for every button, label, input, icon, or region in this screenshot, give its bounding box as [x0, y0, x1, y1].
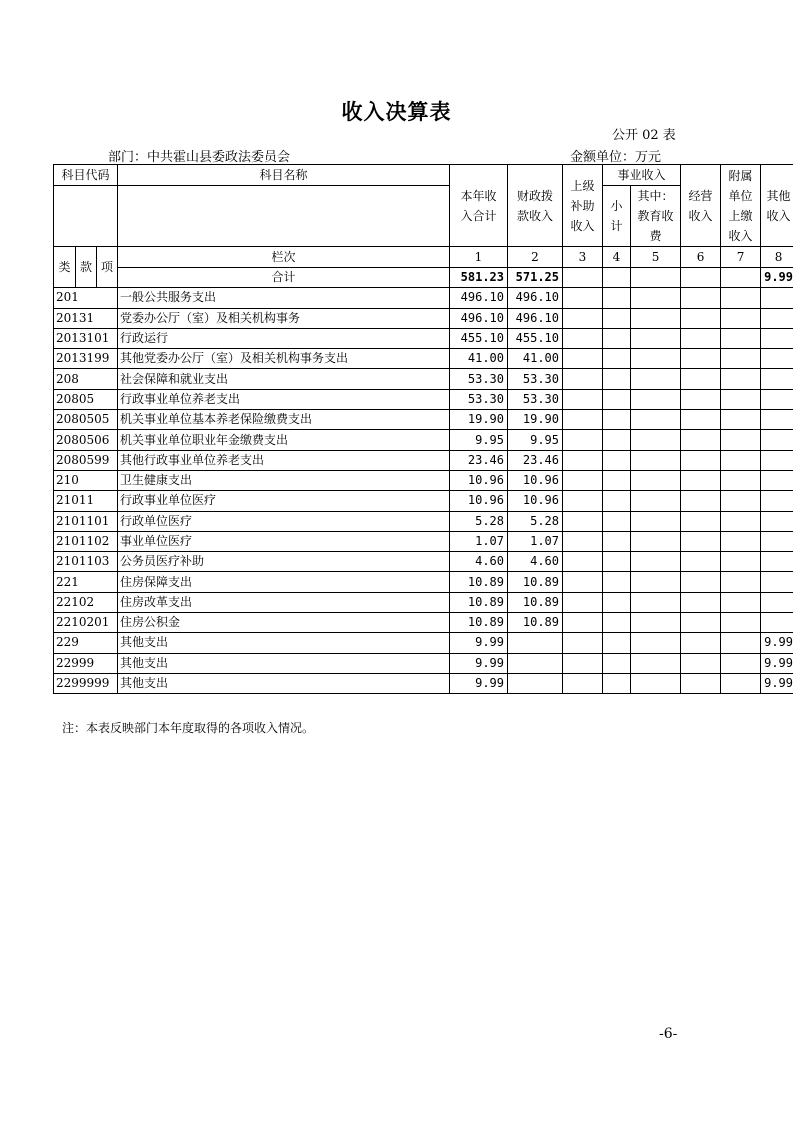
row-fiscal: 53.30 — [508, 369, 563, 389]
row-superior — [563, 430, 603, 450]
row-operating — [681, 653, 721, 673]
row-superior — [563, 328, 603, 348]
row-other — [761, 308, 793, 328]
row-fiscal: 496.10 — [508, 288, 563, 308]
table-row — [54, 470, 793, 490]
row-subtotal — [603, 288, 631, 308]
row-total: 4.60 — [450, 552, 508, 572]
row-name: 行政事业单位养老支出 — [118, 389, 450, 409]
col-num: 6 — [681, 247, 721, 268]
header-code: 科目代码 — [54, 165, 118, 186]
row-total: 9.99 — [450, 633, 508, 653]
row-name: 住房改革支出 — [118, 592, 450, 612]
department-label: 部门：中共霍山县委政法委员会 — [108, 150, 291, 165]
row-edu — [631, 531, 681, 551]
row-affiliated — [721, 328, 761, 348]
row-fiscal — [508, 673, 563, 693]
row-affiliated — [721, 511, 761, 531]
row-other — [761, 531, 793, 551]
header-other: 其他收入 — [761, 165, 793, 247]
col-num: 5 — [631, 247, 681, 268]
form-number: 公开 02 表 — [612, 128, 676, 143]
row-code: 21011 — [54, 491, 118, 511]
row-total: 10.96 — [450, 470, 508, 490]
row-total: 10.89 — [450, 613, 508, 633]
row-operating — [681, 511, 721, 531]
amount-unit-label: 金额单位：万元 — [570, 150, 662, 165]
row-fiscal: 4.60 — [508, 552, 563, 572]
row-fiscal: 10.96 — [508, 491, 563, 511]
row-superior — [563, 673, 603, 693]
row-edu — [631, 328, 681, 348]
header-edu: 其中：教育收费 — [631, 186, 681, 247]
row-name: 其他支出 — [118, 653, 450, 673]
row-code: 22999 — [54, 653, 118, 673]
row-code: 20131 — [54, 308, 118, 328]
row-superior — [563, 470, 603, 490]
row-subtotal — [603, 349, 631, 369]
row-affiliated — [721, 592, 761, 612]
row-other — [761, 450, 793, 470]
row-name: 住房保障支出 — [118, 572, 450, 592]
row-code: 2299999 — [54, 673, 118, 693]
row-affiliated — [721, 369, 761, 389]
row-fiscal: 10.89 — [508, 592, 563, 612]
total-income-value: 581.23 — [450, 268, 508, 288]
row-superior — [563, 653, 603, 673]
row-fiscal: 496.10 — [508, 308, 563, 328]
row-operating — [681, 470, 721, 490]
row-code: 2101103 — [54, 552, 118, 572]
row-affiliated — [721, 633, 761, 653]
col-num: 4 — [603, 247, 631, 268]
row-operating — [681, 410, 721, 430]
row-total: 9.95 — [450, 430, 508, 450]
table-row — [54, 308, 793, 328]
row-subtotal — [603, 633, 631, 653]
total-fiscal-value: 571.25 — [508, 268, 563, 288]
row-affiliated — [721, 531, 761, 551]
table-row — [54, 430, 793, 450]
row-other — [761, 552, 793, 572]
row-operating — [681, 369, 721, 389]
row-other — [761, 349, 793, 369]
row-affiliated — [721, 450, 761, 470]
row-edu — [631, 613, 681, 633]
header-operating: 经营收入 — [681, 165, 721, 247]
table-row — [54, 572, 793, 592]
row-affiliated — [721, 430, 761, 450]
row-affiliated — [721, 308, 761, 328]
table-row — [54, 613, 793, 633]
row-superior — [563, 531, 603, 551]
row-operating — [681, 389, 721, 409]
row-subtotal — [603, 592, 631, 612]
row-subtotal — [603, 673, 631, 693]
row-operating — [681, 430, 721, 450]
row-edu — [631, 491, 681, 511]
row-operating — [681, 328, 721, 348]
table-row — [54, 633, 793, 653]
row-other: 9.99 — [761, 653, 793, 673]
row-total: 19.90 — [450, 410, 508, 430]
row-subtotal — [603, 531, 631, 551]
header-superior: 上级补助收入 — [563, 165, 603, 247]
row-total: 9.99 — [450, 653, 508, 673]
row-edu — [631, 653, 681, 673]
row-affiliated — [721, 470, 761, 490]
total-other-value: 9.99 — [761, 268, 793, 288]
row-fiscal: 9.95 — [508, 430, 563, 450]
col-num: 8 — [761, 247, 793, 268]
row-superior — [563, 450, 603, 470]
row-affiliated — [721, 410, 761, 430]
row-code: 20805 — [54, 389, 118, 409]
row-code: 2013101 — [54, 328, 118, 348]
row-superior — [563, 572, 603, 592]
row-subtotal — [603, 369, 631, 389]
row-superior — [563, 308, 603, 328]
table-row — [54, 288, 793, 308]
row-superior — [563, 349, 603, 369]
row-name: 党委办公厅（室）及相关机构事务 — [118, 308, 450, 328]
row-code: 229 — [54, 633, 118, 653]
row-total: 53.30 — [450, 389, 508, 409]
row-fiscal: 5.28 — [508, 511, 563, 531]
row-operating — [681, 592, 721, 612]
row-other — [761, 369, 793, 389]
row-affiliated — [721, 491, 761, 511]
row-other — [761, 511, 793, 531]
row-name: 行政事业单位医疗 — [118, 491, 450, 511]
row-total: 496.10 — [450, 288, 508, 308]
row-name: 其他支出 — [118, 673, 450, 693]
table-row — [54, 389, 793, 409]
row-edu — [631, 308, 681, 328]
row-subtotal — [603, 430, 631, 450]
total-row — [54, 268, 793, 288]
row-code: 2080505 — [54, 410, 118, 430]
row-other — [761, 491, 793, 511]
row-subtotal — [603, 552, 631, 572]
row-operating — [681, 288, 721, 308]
row-edu — [631, 511, 681, 531]
table-row — [54, 349, 793, 369]
row-total: 23.46 — [450, 450, 508, 470]
row-other — [761, 410, 793, 430]
row-other — [761, 288, 793, 308]
row-affiliated — [721, 572, 761, 592]
row-subtotal — [603, 450, 631, 470]
row-affiliated — [721, 673, 761, 693]
header-subtotal: 小计 — [603, 186, 631, 247]
row-operating — [681, 613, 721, 633]
row-other — [761, 613, 793, 633]
row-subtotal — [603, 653, 631, 673]
row-subtotal — [603, 491, 631, 511]
row-code: 2101101 — [54, 511, 118, 531]
row-other: 9.99 — [761, 673, 793, 693]
table-row — [54, 450, 793, 470]
row-fiscal: 19.90 — [508, 410, 563, 430]
table-row — [54, 369, 793, 389]
table-row — [54, 592, 793, 612]
table-row — [54, 410, 793, 430]
row-name: 事业单位医疗 — [118, 531, 450, 551]
table-row — [54, 491, 793, 511]
row-name: 卫生健康支出 — [118, 470, 450, 490]
row-operating — [681, 308, 721, 328]
row-name: 一般公共服务支出 — [118, 288, 450, 308]
row-edu — [631, 389, 681, 409]
row-superior — [563, 613, 603, 633]
table-row — [54, 531, 793, 551]
row-superior — [563, 552, 603, 572]
header-total-income: 本年收入合计 — [450, 165, 508, 247]
header-affiliated: 附属单位上缴收入 — [721, 165, 761, 247]
row-name: 机关事业单位基本养老保险缴费支出 — [118, 410, 450, 430]
row-other — [761, 430, 793, 450]
row-name: 住房公积金 — [118, 613, 450, 633]
row-fiscal: 41.00 — [508, 349, 563, 369]
row-edu — [631, 288, 681, 308]
row-subtotal — [603, 613, 631, 633]
row-subtotal — [603, 410, 631, 430]
row-operating — [681, 552, 721, 572]
row-fiscal — [508, 653, 563, 673]
row-operating — [681, 349, 721, 369]
row-total: 53.30 — [450, 369, 508, 389]
col-num: 7 — [721, 247, 761, 268]
row-fiscal: 455.10 — [508, 328, 563, 348]
table-row — [54, 511, 793, 531]
row-operating — [681, 450, 721, 470]
row-code: 22102 — [54, 592, 118, 612]
row-superior — [563, 369, 603, 389]
row-other — [761, 389, 793, 409]
row-total: 10.96 — [450, 491, 508, 511]
row-superior — [563, 389, 603, 409]
row-total: 10.89 — [450, 592, 508, 612]
row-edu — [631, 552, 681, 572]
header-fiscal: 财政拨款收入 — [508, 165, 563, 247]
row-subtotal — [603, 308, 631, 328]
row-edu — [631, 369, 681, 389]
row-edu — [631, 470, 681, 490]
row-operating — [681, 673, 721, 693]
row-operating — [681, 531, 721, 551]
row-other — [761, 470, 793, 490]
col-num: 1 — [450, 247, 508, 268]
row-fiscal: 1.07 — [508, 531, 563, 551]
row-fiscal: 10.89 — [508, 613, 563, 633]
row-code: 2210201 — [54, 613, 118, 633]
table-row — [54, 552, 793, 572]
row-superior — [563, 491, 603, 511]
row-total: 5.28 — [450, 511, 508, 531]
footnote: 注：本表反映部门本年度取得的各项收入情况。 — [62, 721, 315, 735]
row-fiscal: 53.30 — [508, 389, 563, 409]
row-subtotal — [603, 572, 631, 592]
row-name: 其他行政事业单位养老支出 — [118, 450, 450, 470]
row-total: 41.00 — [450, 349, 508, 369]
row-edu — [631, 410, 681, 430]
row-fiscal — [508, 633, 563, 653]
income-table — [53, 164, 793, 694]
row-code: 2080599 — [54, 450, 118, 470]
row-edu — [631, 430, 681, 450]
row-subtotal — [603, 470, 631, 490]
row-code: 2101102 — [54, 531, 118, 551]
table-row — [54, 328, 793, 348]
row-code: 221 — [54, 572, 118, 592]
row-superior — [563, 511, 603, 531]
row-total: 1.07 — [450, 531, 508, 551]
page-title: 收入决算表 — [341, 99, 452, 124]
table-row — [54, 673, 793, 693]
row-code: 201 — [54, 288, 118, 308]
row-superior — [563, 410, 603, 430]
row-superior — [563, 633, 603, 653]
row-superior — [563, 592, 603, 612]
row-superior — [563, 288, 603, 308]
row-affiliated — [721, 613, 761, 633]
row-edu — [631, 592, 681, 612]
row-total: 9.99 — [450, 673, 508, 693]
col-num: 3 — [563, 247, 603, 268]
row-code: 2080506 — [54, 430, 118, 450]
row-affiliated — [721, 349, 761, 369]
row-total: 10.89 — [450, 572, 508, 592]
row-other — [761, 328, 793, 348]
row-affiliated — [721, 288, 761, 308]
header-lei: 类 — [54, 247, 76, 288]
row-code: 210 — [54, 470, 118, 490]
row-other: 9.99 — [761, 633, 793, 653]
row-operating — [681, 491, 721, 511]
row-edu — [631, 450, 681, 470]
row-name: 其他支出 — [118, 633, 450, 653]
row-fiscal: 23.46 — [508, 450, 563, 470]
row-affiliated — [721, 653, 761, 673]
row-edu — [631, 572, 681, 592]
row-name: 其他党委办公厅（室）及相关机构事务支出 — [118, 349, 450, 369]
page-number: -6- — [659, 1026, 678, 1042]
table-row — [54, 653, 793, 673]
row-edu — [631, 673, 681, 693]
row-subtotal — [603, 389, 631, 409]
row-subtotal — [603, 511, 631, 531]
col-num: 2 — [508, 247, 563, 268]
row-name: 社会保障和就业支出 — [118, 369, 450, 389]
row-edu — [631, 633, 681, 653]
header-business: 事业收入 — [603, 165, 681, 186]
row-name: 机关事业单位职业年金缴费支出 — [118, 430, 450, 450]
row-name: 行政单位医疗 — [118, 511, 450, 531]
row-fiscal: 10.89 — [508, 572, 563, 592]
header-xiang: 项 — [97, 247, 118, 288]
row-total: 455.10 — [450, 328, 508, 348]
row-operating — [681, 572, 721, 592]
row-edu — [631, 349, 681, 369]
row-name: 行政运行 — [118, 328, 450, 348]
row-total: 496.10 — [450, 308, 508, 328]
header-column-label: 栏次 — [118, 247, 450, 268]
total-label: 合计 — [118, 268, 450, 288]
row-affiliated — [721, 389, 761, 409]
row-other — [761, 592, 793, 612]
row-fiscal: 10.96 — [508, 470, 563, 490]
row-code: 208 — [54, 369, 118, 389]
row-affiliated — [721, 552, 761, 572]
header-kuan: 款 — [76, 247, 97, 288]
row-other — [761, 572, 793, 592]
row-code: 2013199 — [54, 349, 118, 369]
row-name: 公务员医疗补助 — [118, 552, 450, 572]
header-name: 科目名称 — [118, 165, 450, 186]
row-operating — [681, 633, 721, 653]
row-subtotal — [603, 328, 631, 348]
